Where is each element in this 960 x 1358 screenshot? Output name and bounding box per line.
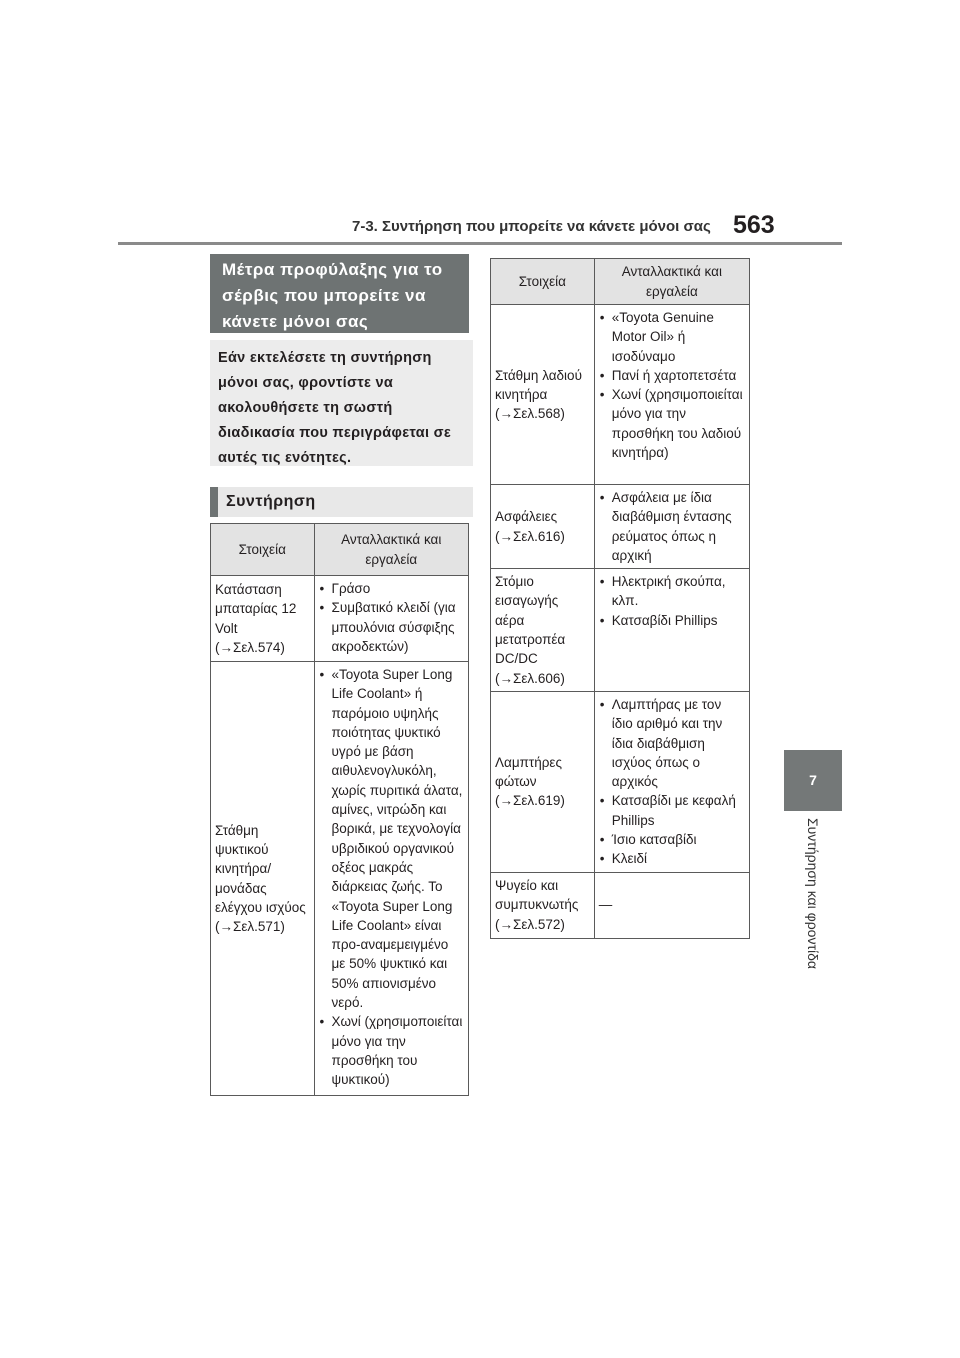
- item-cell: Ψυγείο και συμπυκνωτής (→Σελ.572): [491, 872, 595, 938]
- table-row: [491, 569, 750, 692]
- parts-cell: [594, 569, 749, 692]
- item-cell: Κατάσταση μπαταρίας 12 Volt (→Σελ.574): [211, 576, 315, 662]
- chapter-side-label: [784, 818, 842, 988]
- table-header-row: [211, 524, 469, 576]
- table-row: [491, 872, 750, 938]
- column-header-parts: Ανταλλακτικά και εργαλεία: [314, 524, 468, 576]
- table-header-row: [491, 259, 750, 305]
- list-item: • Κατσαβίδι με κεφαλή Phillips: [599, 791, 745, 830]
- list-item: • Κατσαβίδι Phillips: [599, 611, 745, 630]
- chapter-title: Συντήρηση και φροντίδα: [805, 818, 821, 969]
- list-item: • Πανί ή χαρτοπετσέτα: [599, 366, 745, 385]
- item-cell: Λαμπτήρες φώτων (→Σελ.619): [491, 691, 595, 872]
- header-divider: [118, 242, 842, 245]
- maintenance-table-left: [210, 523, 469, 1096]
- list-item: • Χωνί (χρησιμοποιείται μόνο για την προσθήκη του ψυκτικού): [319, 1012, 464, 1089]
- list-item: • Ίσιο κατσαβίδι: [599, 830, 745, 849]
- list-item: • Γράσο: [319, 579, 464, 598]
- parts-cell: [594, 691, 749, 872]
- parts-cell: —: [594, 872, 749, 938]
- parts-cell: [314, 576, 468, 662]
- column-header-items: Στοιχεία: [491, 259, 595, 305]
- table-row: [491, 691, 750, 872]
- item-cell: Στάθμη ψυκτικού κινητήρα/μονάδας ελέγχου ισχύος (→Σελ.571): [211, 662, 315, 1096]
- table-row: [211, 576, 469, 662]
- chapter-tab: [784, 750, 842, 811]
- list-item: • Κλειδί: [599, 849, 745, 868]
- parts-cell: [594, 305, 749, 485]
- list-item: • Ηλεκτρική σκούπα, κλπ.: [599, 572, 745, 611]
- item-cell: Στόμιο εισαγωγής αέρα μετατροπέα DC/DC (→Σελ.606): [491, 569, 595, 692]
- list-item: • Χωνί (χρησιμοποιείται μόνο για την προσθήκη του λαδιού κινητήρα): [599, 385, 745, 462]
- table-row: [211, 662, 469, 1096]
- column-header-parts: Ανταλλακτικά και εργαλεία: [594, 259, 749, 305]
- table-row: [491, 305, 750, 485]
- list-item: • «Toyota Super Long Life Coolant» ή παρόμοιο υψηλής ποιότητας ψυκτικό υγρό με βάση αιθυλενογλυκόλη, χωρίς πυριτικά άλατα, αμίνες, νιτρώδη και βορικά, με τεχνολογία υβριδικού οργανικού οξέος μακράς διάρκειας ζωής. Το «Toyota Super Long Life Coolant» είναι προ-αναμεμειγμένο με 50% ψυκτικό και 50% απιονισμένο νερό.: [319, 665, 464, 1012]
- list-item: • «Toyota Genuine Motor Oil» ή ισοδύναμο: [599, 308, 745, 366]
- table-row: [491, 485, 750, 569]
- item-cell: Στάθμη λαδιού κινητήρα (→Σελ.568): [491, 305, 595, 485]
- column-header-items: Στοιχεία: [211, 524, 315, 576]
- item-cell: Ασφάλειες (→Σελ.616): [491, 485, 595, 569]
- notice-title: Μέτρα προφύλαξης για το σέρβις που μπορείτε να κάνετε μόνοι σας: [210, 254, 469, 333]
- parts-cell: [314, 662, 468, 1096]
- page-number: 563: [733, 211, 775, 239]
- section-header-title: 7-3. Συντήρηση που μπορείτε να κάνετε μόνοι σας: [352, 218, 711, 235]
- list-item: • Ασφάλεια με ίδια διαβάθμιση έντασης ρεύματος όπως η αρχική: [599, 488, 745, 565]
- maintenance-heading: Συντήρηση: [210, 487, 473, 517]
- notice-body: Εάν εκτελέσετε τη συντήρηση μόνοι σας, φροντίστε να ακολουθήσετε τη σωστή διαδικασία που περιγράφεται σε αυτές τις ενότητες.: [210, 340, 473, 466]
- chapter-number: 7: [809, 772, 817, 788]
- list-item: • Συμβατικό κλειδί (για μπουλόνια σύσφιξης ακροδεκτών): [319, 598, 464, 656]
- maintenance-table-right: [490, 258, 750, 939]
- parts-cell: [594, 485, 749, 569]
- list-item: • Λαμπτήρας με τον ίδιο αριθμό και την ίδια διαβάθμιση ισχύος όπως ο αρχικός: [599, 695, 745, 791]
